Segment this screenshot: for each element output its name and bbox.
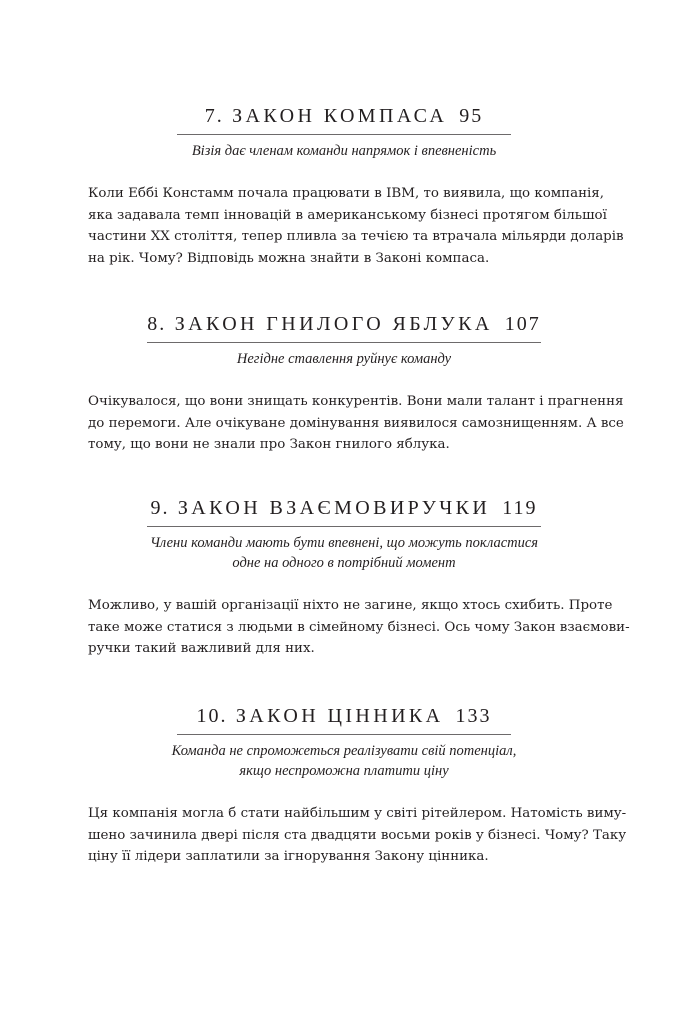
chapter-summary [88,803,627,868]
summary-line: шено зачинила двері після ста двадцяти восьми років у бізнесі. Чому? Таку [88,827,627,843]
chapter-summary [88,595,630,660]
chapter-summary [88,183,624,269]
chapter-number: 9. [150,497,170,519]
chapter-page-number: 95 [459,105,484,127]
subtitle-line: Візія дає членам команди напрямок і впевненість [191,143,497,159]
chapter-title: ЗАКОН ЦІННИКА [235,705,444,727]
subtitle-line: одне на одного в потрібний момент [232,555,456,571]
chapter-heading [88,312,600,336]
summary-line: тому, що вони не знали про Закон гнилого яблука. [88,437,450,452]
chapter-subtitle [88,533,600,573]
chapter-heading [88,104,600,128]
chapter-7 [88,104,624,269]
heading-rule [177,134,511,135]
summary-line: Очікувалося, що вони знищать конкурентів. Вони мали талант і прагнення [88,394,624,409]
chapter-10 [88,704,627,868]
chapter-subtitle [88,349,600,369]
summary-line: частини ХХ століття, тепер пливла за течією та втрачала мільярди доларів [88,229,624,244]
chapter-number: 8. [147,313,167,335]
summary-line: ручки такий важливий для них. [88,641,315,656]
chapter-heading [88,496,600,520]
heading-rule [147,526,541,527]
chapter-title: ЗАКОН ВЗАЄМОВИРУЧКИ [177,497,491,519]
chapter-summary [88,391,624,456]
summary-line: ціну її лідери заплатили за ігнорування Закону цінника. [88,849,489,864]
chapter-page-number: 107 [504,313,541,335]
summary-line: таке може статися з людьми в сімейному бізнесі. Ось чому Закон взаємови- [88,619,630,635]
summary-line: на рік. Чому? Відповідь можна знайти в Законі компаса. [88,250,490,266]
heading-rule [177,734,511,735]
subtitle-line: Члени команди мають бути впевнені, що можуть покластися [149,535,539,551]
summary-line: яка задавала темп інновацій в американському бізнесі протягом більшої [88,207,607,223]
summary-line: до перемоги. Але очікуване домінування виявилося самознищенням. А все [88,415,624,431]
chapter-9 [88,496,630,660]
heading-rule [147,342,541,343]
chapter-title: ЗАКОН ГНИЛОГО ЯБЛУКА [174,313,493,335]
subtitle-line: Негідне ставлення руйнує команду [236,351,452,367]
summary-line: Можливо, у вашій організації ніхто не загине, якщо хтось схибить. Проте [88,598,613,613]
summary-line: Ця компанія могла б стати найбільшим у світі рітейлером. Натомість виму- [88,806,627,821]
chapter-page-number: 119 [502,497,538,519]
subtitle-line: якщо неспроможна платити ціну [239,763,449,779]
chapter-subtitle [88,141,600,161]
chapter-title: ЗАКОН КОМПАСА [232,105,448,127]
chapter-8 [88,312,624,456]
chapter-heading [88,704,600,728]
chapter-number: 7. [204,105,224,127]
summary-line: Коли Еббі Констамм почала працювати в IBM, то виявила, що компанія, [88,186,604,201]
chapter-subtitle [88,741,600,781]
subtitle-line: Команда не спроможеться реалізувати свій потенціал, [171,743,517,759]
chapter-number: 10. [196,705,228,727]
chapter-page-number: 133 [455,705,492,727]
